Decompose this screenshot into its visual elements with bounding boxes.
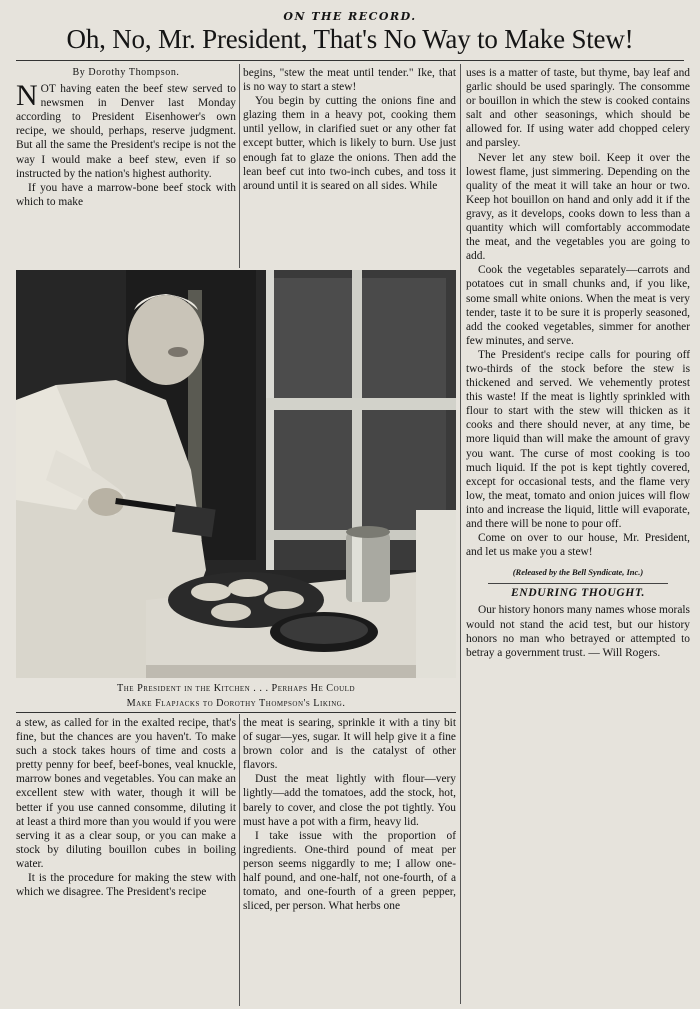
column-2-bottom [243,716,456,1006]
photo-caption [16,681,456,711]
syndicate-credit: (Released by the Bell Syndicate, Inc.) [512,567,644,578]
caption-line: The President in the Kitchen . . . Perhaps He Could [116,683,356,694]
column-divider [460,64,461,1004]
column-2-top [243,66,456,268]
caption-rule [16,712,456,713]
caption-line: Make Flapjacks to Dorothy Thompson's Liking. [126,698,346,709]
paragraph: begins, "stew the meat until tender." Ike, that is no way to start a stew! [243,67,456,94]
headline: Oh, No, Mr. President, That's No Way to Make Stew! [66,24,634,54]
paragraph: Never let any stew boil. Keep it over the lowest flame, just simmering. Depending on the quality of the meat it will take an hour or two. Keep hot bouillon on hand and only add it if the gravy, as it develops, cooks down to less than a quantity which will comfortably accommodate the meat, and the vegetables you are going to add. [466,151,690,263]
column-1-top [16,66,236,268]
column-divider [239,714,240,1006]
paragraph: Dust the meat lightly with flour—very lightly—add the tomatoes, add the stock, hot, barely to cover, and close the pot tightly. You must have a pot with a firm, heavy lid. [243,773,456,828]
enduring-thought-heading: ENDURING THOUGHT. [510,586,646,600]
column-3 [466,66,690,1006]
paragraph: Cook the vegetables separately—carrots and potatoes cut in small chunks and, if you like, some small white onions. When the meat is very tender, taste it to be sure it is properly seasoned, add the cooked vegetables, simmer for another few minutes, and serve. [466,264,690,347]
paragraph: The President's recipe calls for pouring off two-thirds of the stock before the stew is thickened and served. We vehemently protest this waste! If the meat is lightly sprinkled with flour to start with the stew will thicken as it cooks and there should never, at any time, be more liquid than will make the amount of gravy you want. The curse of most cooking is too much liquid. If the pot is kept tightly covered, except for occasional tests, and the flame very low, the meat, tomato and onion juices will flow into and increase the liquid, little will evaporate, and there will be none to pour off. [466,348,690,530]
photo-illustration [16,270,456,678]
paragraph: Come on over to our house, Mr. President, and let us make you a stew! [466,532,690,559]
paragraph [16,79,236,181]
section-rule [488,583,668,584]
paragraph-text: OT having eaten the beef stew served to newsmen in Denver last Monday according to President Eisenhower's own recipe, we should, perhaps, reserve judgment. But all the same the President's recipe is not the way I would make a beef stew, even if so instructed by the nation's highest authority. [16,83,236,180]
column-divider [239,64,240,268]
paragraph: the meat is searing, sprinkle it with a tiny bit of sugar—yes, sugar. It will help give it a fine brown color and is the catalyst of other flavors. [243,717,456,772]
column-kicker: ON THE RECORD. [283,10,417,23]
president-cooking-photo [16,270,456,678]
headline-rule [16,60,684,61]
drop-cap: N [16,79,38,113]
byline: By Dorothy Thompson. [72,67,180,78]
paragraph: I take issue with the proportion of ingredients. One-third pound of meat per person seems niggardly to me; I allow one-half pound, and one-half, not one-fourth, of a tomato, and one-fourth of a green pepper, sliced, per person. What herbs one [243,829,456,913]
column-1-bottom [16,716,236,1006]
enduring-thought-text: Our history honors many names whose morals would not stand the acid test, but our history honors no man who betrayed or attempted to betray a government trust. — Will Rogers. [466,604,690,659]
paragraph: If you have a marrow-bone beef stock with which to make [16,181,236,208]
paragraph: It is the procedure for making the stew with which we disagree. The President's recipe [16,872,236,899]
paragraph: uses is a matter of taste, but thyme, bay leaf and garlic should be used sparingly. The consomme or bouillon in which the stew is cooked contains salt and other seasonings, which should be allowed for. If using water add chopped celery and parsley. [466,67,690,150]
paragraph: You begin by cutting the onions fine and glazing them in a heavy pot, cooking them until yellow, in clarified suet or any other fat except butter, which is likely to burn. Use just enough fat to glaze the onions. Then add the lean beef cut into two-inch cubes, and toss it around until it is seared on all sides. While [243,95,456,192]
paragraph: a stew, as called for in the exalted recipe, that's fine, but the chances are you haven't. To make such a stock takes hours of time and costs a pretty penny for beef, beef-bones, veal knuckle, marrow bones and vegetables. You can make an excellent stew with water, though it will be better if you use canned consomme, diluting it at least a third more than you would if you were serving it as a clear soup, or you can make a stock by diluting bouillon cubes in boiling water. [16,717,236,870]
